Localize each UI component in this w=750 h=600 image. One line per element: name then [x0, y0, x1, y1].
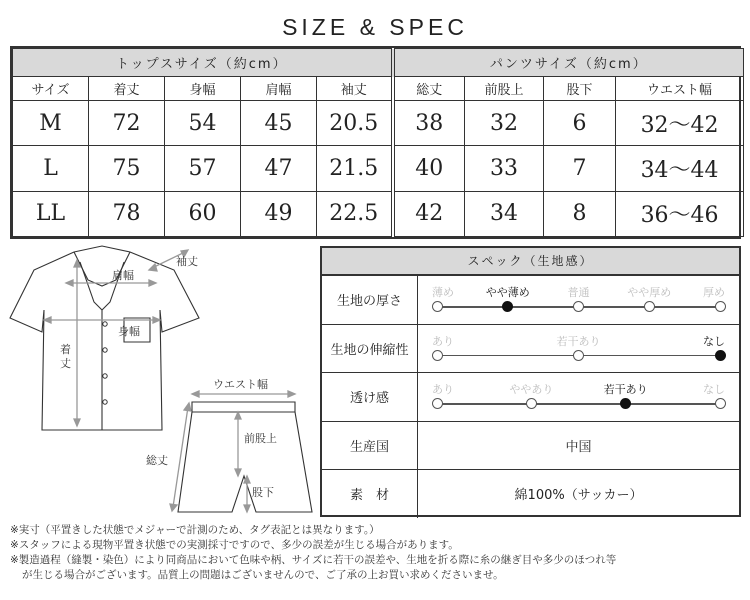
pants-inseam-label: 股下	[252, 486, 274, 499]
spec-row-origin	[322, 421, 739, 470]
column-header: 股下	[544, 77, 616, 101]
size-table	[10, 46, 741, 239]
size-value-cell: 54	[165, 101, 241, 146]
scale-point	[715, 301, 726, 312]
shirt-chest-label: 身幅	[118, 325, 140, 338]
size-value-cell: 7	[544, 146, 616, 191]
size-value-cell: 60	[165, 191, 241, 236]
spec-row-sheer	[322, 372, 739, 421]
scale-point	[573, 301, 584, 312]
size-row-l	[13, 146, 744, 191]
pants-total-length-label: 総丈	[146, 454, 168, 467]
spec-label-stretch: 生地の伸縮性	[322, 325, 418, 373]
scale-option-label: 薄め	[432, 286, 454, 299]
size-value-cell: 8	[544, 191, 616, 236]
size-value-cell: 72	[89, 101, 165, 146]
tops-size-header: トップスサイズ（約cm）	[13, 49, 393, 77]
scale-option-label: なし	[703, 334, 725, 348]
size-value-cell: 34～44	[616, 146, 744, 191]
scale-point	[573, 350, 584, 361]
shirt-length-label-2: 丈	[60, 357, 71, 370]
column-header: 着丈	[89, 77, 165, 101]
scale-option-label: なし	[703, 383, 725, 396]
pants-diagram	[140, 372, 320, 522]
size-row-m	[13, 101, 744, 146]
scale-point-selected	[502, 301, 513, 312]
scale-point	[432, 398, 443, 409]
pants-waist-label: ウエスト幅	[213, 378, 268, 391]
size-value-cell: 34	[465, 191, 544, 236]
column-header: ウエスト幅	[616, 77, 744, 101]
scale-option-label: 普通	[567, 286, 590, 299]
thickness-scale	[432, 286, 725, 316]
scale-point	[526, 398, 537, 409]
spec-label-material: 素 材	[322, 470, 418, 518]
spec-value-material: 綿100%（サッカー）	[514, 488, 643, 504]
size-value-cell: 22.5	[317, 191, 393, 236]
shirt-length-label-1: 着	[60, 343, 71, 356]
scale-option-label: あり	[432, 383, 454, 396]
size-value-cell: 75	[89, 146, 165, 191]
column-header: 肩幅	[241, 77, 317, 101]
scale-line	[437, 403, 720, 405]
size-value-cell: 42	[393, 191, 465, 236]
note-2: ※スタッフによる現物平置き状態での実測採寸ですので、多少の誤差が生じる場合があります。	[10, 539, 459, 551]
scale-point	[432, 301, 443, 312]
size-value-cell: 45	[241, 101, 317, 146]
column-header: 前股上	[465, 77, 544, 101]
scale-point-selected	[715, 350, 726, 361]
note-3: ※製造過程（縫製・染色）により同商品において色味や柄、サイズに若干の誤差や、生地を折る際に糸の継ぎ目や多少のほつれ等	[10, 554, 617, 566]
size-label-cell: LL	[13, 191, 89, 236]
size-value-cell: 36～46	[616, 191, 744, 236]
scale-point	[715, 398, 726, 409]
column-header: サイズ	[13, 77, 89, 101]
column-header: 身幅	[165, 77, 241, 101]
stretch-scale	[432, 335, 725, 365]
size-value-cell: 32～42	[616, 101, 744, 146]
spec-row-thickness	[322, 275, 739, 324]
spec-label-thickness: 生地の厚さ	[322, 276, 418, 324]
scale-option-label: 若干あり	[556, 334, 601, 348]
size-label-cell: L	[13, 146, 89, 191]
size-value-cell: 49	[241, 191, 317, 236]
size-value-cell: 21.5	[317, 146, 393, 191]
size-value-cell: 78	[89, 191, 165, 236]
size-value-cell: 6	[544, 101, 616, 146]
scale-point	[644, 301, 655, 312]
spec-label-sheer: 透け感	[322, 373, 418, 421]
size-value-cell: 32	[465, 101, 544, 146]
note-3-continued: が生じる場合がございます。品質上の問題はございませんので、ご了承の上お買い求めくださいませ。	[22, 569, 504, 581]
scale-option-label: ややあり	[509, 383, 554, 396]
shirt-shoulder-label: 肩幅	[112, 269, 134, 282]
size-value-cell: 33	[465, 146, 544, 191]
scale-option-label: やや厚め	[627, 286, 672, 299]
scale-point-selected	[620, 398, 631, 409]
page-title: SIZE & SPEC	[282, 14, 468, 40]
size-value-cell: 57	[165, 146, 241, 191]
scale-option-label: 厚め	[703, 286, 725, 299]
scale-option-label: やや薄め	[485, 286, 530, 299]
spec-label-origin: 生産国	[322, 422, 418, 470]
spec-row-material	[322, 469, 739, 518]
notes	[10, 523, 745, 583]
size-value-cell: 38	[393, 101, 465, 146]
scale-option-label: あり	[432, 334, 454, 348]
note-1: ※実寸（平置きした状態でメジャーで計測のため、タグ表記とは異なります。）	[10, 524, 380, 536]
size-value-cell: 40	[393, 146, 465, 191]
scale-option-label: 若干あり	[603, 383, 648, 396]
pants-size-header: パンツサイズ（約cm）	[393, 49, 744, 77]
column-header: 袖丈	[317, 77, 393, 101]
spec-row-stretch	[322, 324, 739, 373]
sheer-scale	[432, 383, 725, 413]
pants-rise-label: 前股上	[244, 432, 277, 445]
shirt-sleeve-label: 袖丈	[176, 255, 198, 268]
spec-title: スペック（生地感）	[322, 248, 739, 275]
column-header: 総丈	[393, 77, 465, 101]
spec-value-origin: 中国	[565, 439, 592, 455]
scale-point	[432, 350, 443, 361]
size-label-cell: M	[13, 101, 89, 146]
column-header-row	[13, 77, 744, 101]
spec-table	[320, 246, 741, 517]
size-value-cell: 20.5	[317, 101, 393, 146]
size-value-cell: 47	[241, 146, 317, 191]
size-row-ll	[13, 191, 744, 236]
